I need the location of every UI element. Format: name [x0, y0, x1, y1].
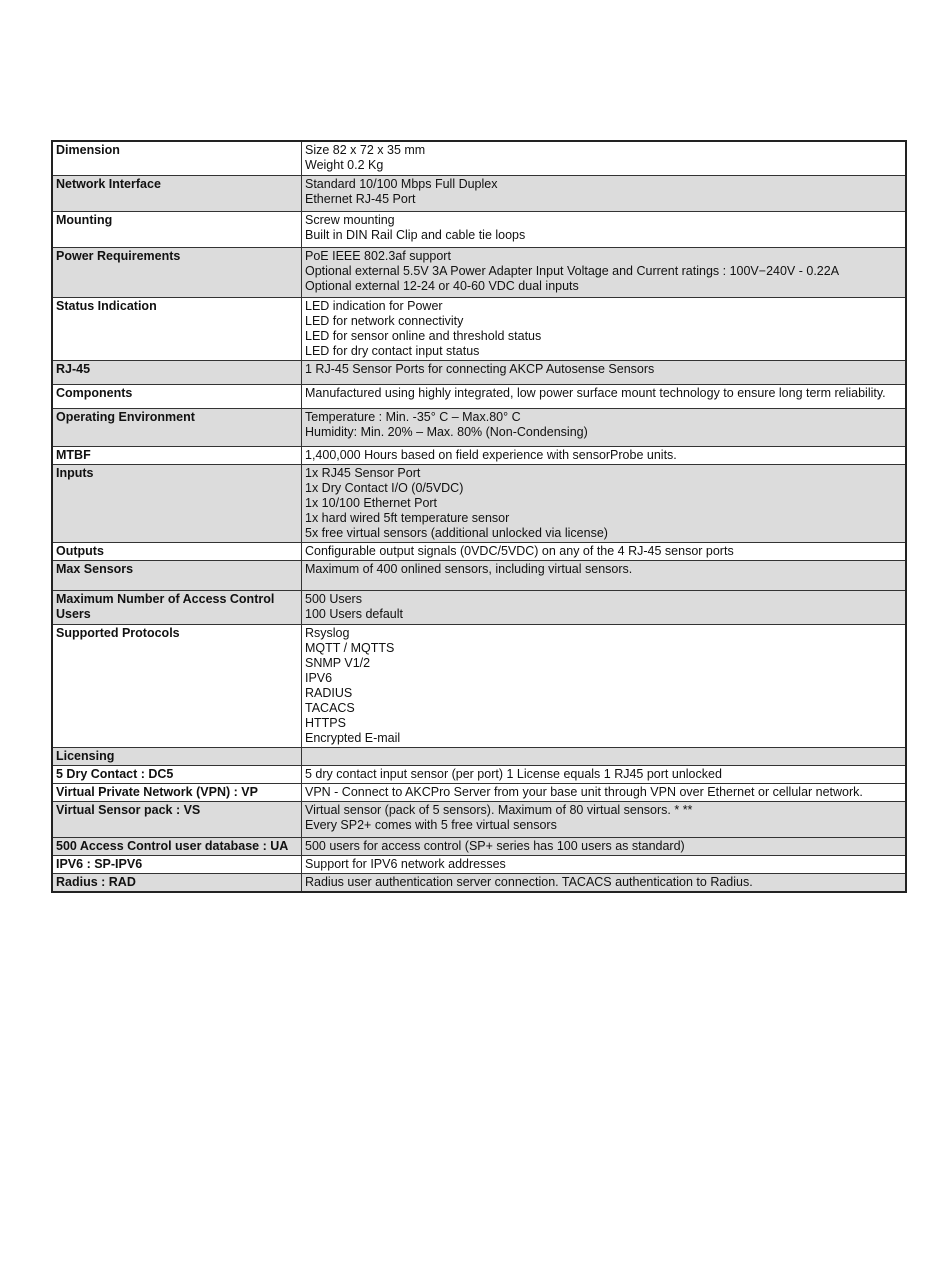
spec-label: Dimension — [52, 141, 302, 175]
spec-label: Outputs — [52, 542, 302, 560]
spec-value — [302, 747, 907, 765]
spec-label: Network Interface — [52, 175, 302, 211]
spec-value-line: Size 82 x 72 x 35 mm — [305, 143, 426, 157]
spec-value-line: VPN - Connect to AKCPro Server from your base unit through VPN over Ethernet or cellular network. — [305, 784, 863, 799]
spec-value — [302, 175, 907, 211]
spec-label: Virtual Private Network (VPN) : VP — [52, 783, 302, 801]
table-row — [52, 141, 906, 175]
spec-label: Max Sensors — [52, 560, 302, 590]
spec-value-line: Built in DIN Rail Clip and cable tie loops — [305, 227, 526, 242]
spec-value — [302, 141, 907, 175]
spec-value-line: TACACS — [305, 700, 355, 715]
table-row — [52, 624, 906, 747]
table-row — [52, 384, 906, 408]
spec-label: MTBF — [52, 446, 302, 464]
spec-value — [302, 542, 907, 560]
spec-value-line: 1x hard wired 5ft temperature sensor — [305, 510, 510, 525]
spec-value — [302, 837, 907, 855]
spec-value-line: Temperature : Min. -35° C – Max.80° C — [305, 409, 521, 424]
spec-label: Operating Environment — [52, 408, 302, 446]
spec-value-line: 1,400,000 Hours based on field experience with sensorProbe units. — [305, 447, 677, 462]
spec-label: IPV6 : SP-IPV6 — [52, 855, 302, 873]
spec-value-line: Support for IPV6 network addresses — [305, 856, 506, 871]
spec-value-line: Standard 10/100 Mbps Full Duplex — [305, 176, 498, 191]
spec-value-line: SNMP V1/2 — [305, 655, 371, 670]
spec-value — [302, 783, 907, 801]
spec-value — [302, 408, 907, 446]
spec-value-line: 1x 10/100 Ethernet Port — [305, 495, 438, 510]
spec-value-line: Maximum of 400 onlined sensors, including virtual sensors. — [305, 561, 633, 576]
table-row — [52, 801, 906, 837]
table-row — [52, 247, 906, 297]
table-row — [52, 408, 906, 446]
spec-label: Status Indication — [52, 297, 302, 360]
table-row — [52, 542, 906, 560]
table-row — [52, 747, 906, 765]
spec-value — [302, 464, 907, 542]
spec-value-line: Screw mounting — [305, 212, 395, 227]
specification-table-body — [52, 141, 906, 892]
spec-value-line: IPV6 — [305, 670, 333, 685]
spec-label: Power Requirements — [52, 247, 302, 297]
spec-value — [302, 624, 907, 747]
spec-value-line: 5x free virtual sensors (additional unlocked via license) — [305, 525, 608, 540]
spec-label: Radius : RAD — [52, 873, 302, 892]
spec-value-line: PoE IEEE 802.3af support — [305, 248, 451, 263]
spec-value-line: Rsyslog — [305, 625, 350, 640]
spec-value-line: Optional external 5.5V 3A Power Adapter Input Voltage and Current ratings : 100V−240V - 0.22A — [305, 263, 840, 278]
spec-label: Virtual Sensor pack : VS — [52, 801, 302, 837]
spec-value — [302, 873, 907, 892]
table-row — [52, 783, 906, 801]
spec-label: Mounting — [52, 211, 302, 247]
spec-value-line: 1x RJ45 Sensor Port — [305, 465, 421, 480]
spec-value — [302, 765, 907, 783]
table-row — [52, 446, 906, 464]
spec-label: 500 Access Control user database : UA — [52, 837, 302, 855]
spec-value — [302, 360, 907, 384]
table-row — [52, 464, 906, 542]
spec-label: 5 Dry Contact : DC5 — [52, 765, 302, 783]
spec-label: Supported Protocols — [52, 624, 302, 747]
table-row — [52, 175, 906, 211]
spec-value-line: Every SP2+ comes with 5 free virtual sensors — [305, 817, 557, 832]
spec-value — [302, 801, 907, 837]
spec-value-line: Weight 0.2 Kg — [305, 158, 384, 172]
spec-label: RJ-45 — [52, 360, 302, 384]
table-row — [52, 855, 906, 873]
spec-value-line: Encrypted E-mail — [305, 730, 401, 745]
spec-value — [302, 560, 907, 590]
spec-label: Components — [52, 384, 302, 408]
spec-value-line: Optional external 12-24 or 40-60 VDC dual inputs — [305, 278, 579, 293]
spec-value — [302, 247, 907, 297]
spec-value — [302, 297, 907, 360]
table-row — [52, 765, 906, 783]
table-row — [52, 873, 906, 892]
table-row — [52, 590, 906, 624]
spec-value-line: LED for sensor online and threshold status — [305, 328, 542, 343]
table-row — [52, 360, 906, 384]
spec-value-line: 500 users for access control (SP+ series has 100 users as standard) — [305, 838, 685, 853]
spec-value-line: 100 Users default — [305, 606, 403, 621]
spec-value — [302, 384, 907, 408]
spec-value-line: 500 Users — [305, 591, 362, 606]
spec-value-line: LED for dry contact input status — [305, 343, 480, 358]
spec-value-line: RADIUS — [305, 685, 353, 700]
spec-value-line: Configurable output signals (0VDC/5VDC) on any of the 4 RJ-45 sensor ports — [305, 543, 734, 558]
spec-value-line: 1x Dry Contact I/O (0/5VDC) — [305, 480, 464, 495]
spec-label: Maximum Number of Access Control Users — [52, 590, 302, 624]
spec-value — [302, 590, 907, 624]
spec-value-line: LED for network connectivity — [305, 313, 464, 328]
spec-value-line: Virtual sensor (pack of 5 sensors). Maximum of 80 virtual sensors. * ** — [305, 802, 693, 817]
table-row — [52, 837, 906, 855]
table-row — [52, 297, 906, 360]
spec-value — [302, 855, 907, 873]
spec-value-line: MQTT / MQTTS — [305, 640, 395, 655]
spec-value-line: HTTPS — [305, 715, 346, 730]
spec-value-line: Ethernet RJ-45 Port — [305, 191, 416, 206]
table-row — [52, 211, 906, 247]
spec-value-line: LED indication for Power — [305, 298, 443, 313]
spec-value-line: 5 dry contact input sensor (per port) 1 License equals 1 RJ45 port unlocked — [305, 766, 722, 781]
spec-label: Inputs — [52, 464, 302, 542]
spec-value-line: Manufactured using highly integrated, low power surface mount technology to ensure long term reliability. — [305, 385, 886, 400]
spec-value-line: Humidity: Min. 20% – Max. 80% (Non-Condensing) — [305, 424, 588, 439]
spec-value — [302, 446, 907, 464]
spec-value-line: Radius user authentication server connection. TACACS authentication to Radius. — [305, 874, 753, 889]
spec-value-line: 1 RJ-45 Sensor Ports for connecting AKCP Autosense Sensors — [305, 361, 655, 376]
table-row — [52, 560, 906, 590]
specification-table — [51, 140, 907, 893]
spec-label: Licensing — [52, 747, 302, 765]
spec-value — [302, 211, 907, 247]
